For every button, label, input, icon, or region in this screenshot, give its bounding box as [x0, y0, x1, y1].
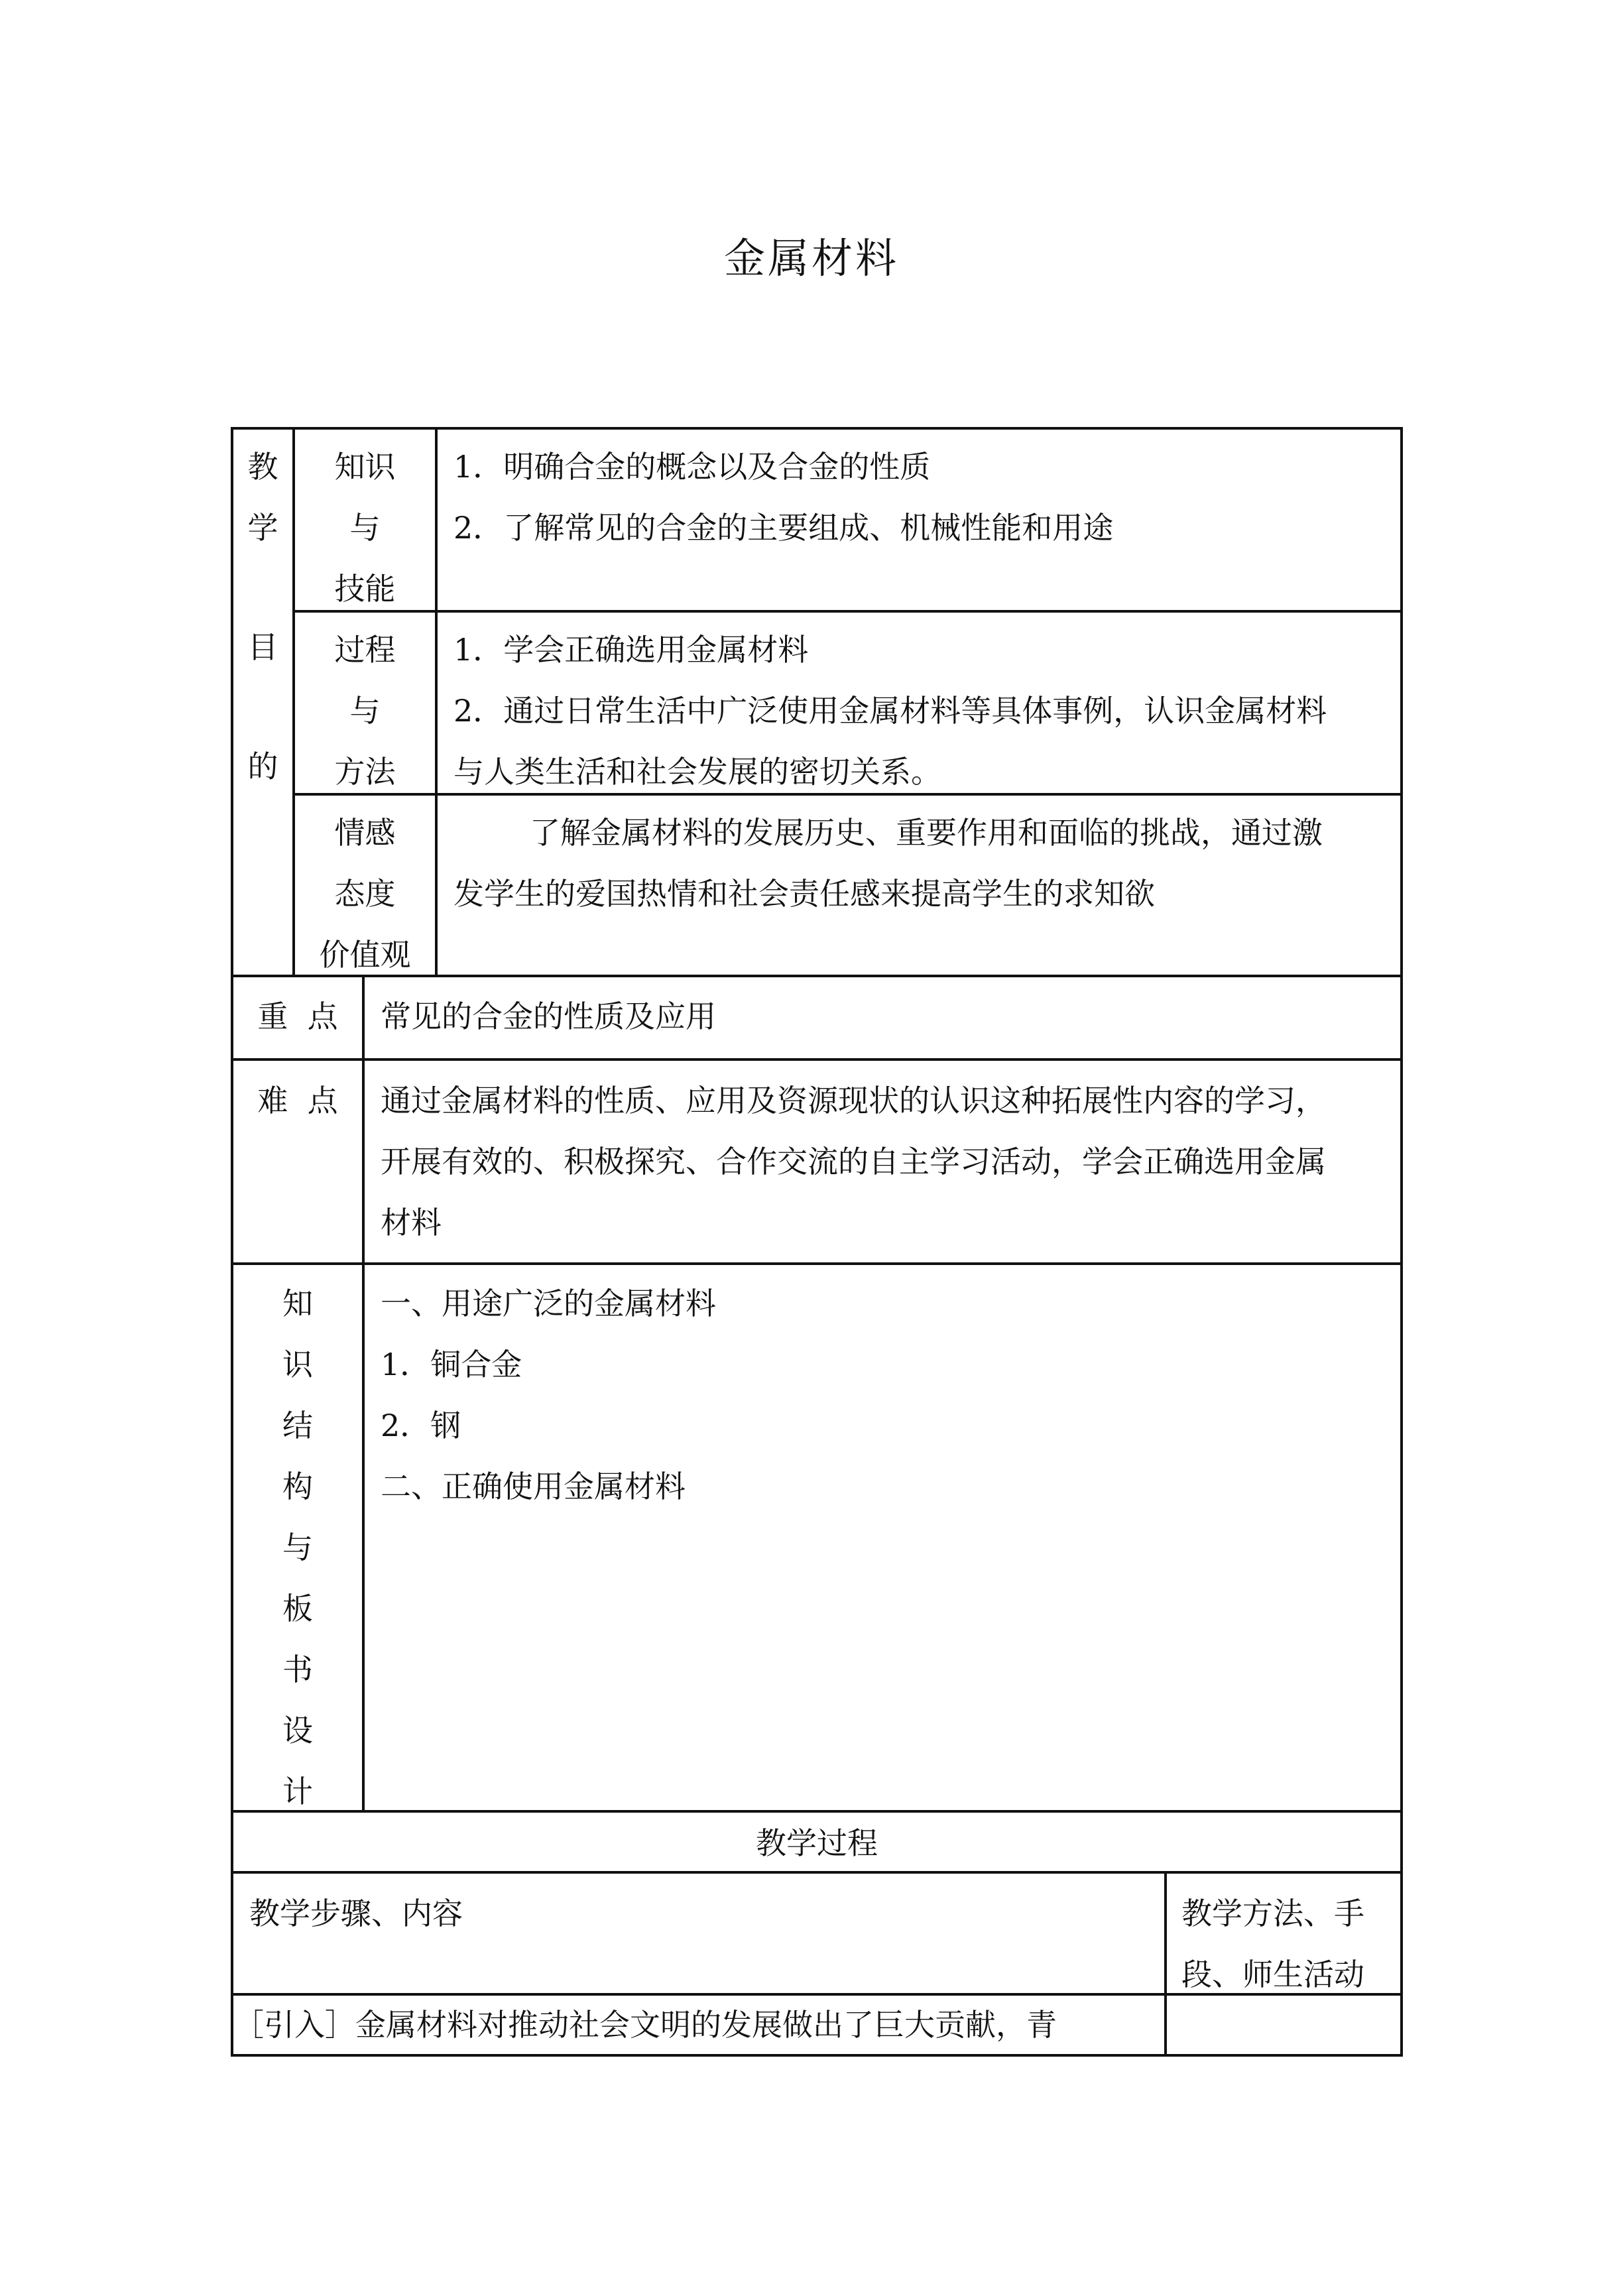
difficulty-line: 开展有效的、积极探究、合作交流的自主学习活动，学会正确选用金属 [381, 1144, 1326, 1179]
emotion-line: 发学生的爱国热情和社会责任感来提高学生的求知欲 [453, 876, 1155, 912]
methods-header-line: 段、师生活动 [1181, 1957, 1364, 1992]
board-label-char: 设 [282, 1713, 313, 1748]
emotion-label-line: 价值观 [319, 937, 411, 973]
row-divider [292, 610, 1403, 613]
knowledge-line: 1．明确合金的概念以及合金的性质 [453, 449, 931, 485]
process-label-line: 方法 [334, 754, 396, 790]
row-divider [231, 1262, 1403, 1265]
board-label-char: 书 [282, 1652, 313, 1687]
objectives-label-char: 学 [247, 510, 278, 546]
emotion-label-line: 情感 [334, 815, 396, 851]
table-border-top [231, 427, 1403, 430]
objectives-group-label [233, 436, 292, 797]
board-design-label [233, 1273, 362, 1822]
emotion-values-content [453, 802, 1395, 924]
process-label-line: 过程 [334, 632, 396, 668]
objectives-label-char: 教 [247, 449, 278, 485]
difficulty-content [381, 1070, 1395, 1253]
process-line: 2．通过日常生活中广泛使用金属材料等具体事例，认识金属材料 [453, 693, 1327, 729]
knowledge-label-line: 技能 [334, 571, 396, 607]
board-line: 1．铜合金 [381, 1347, 522, 1382]
table-border-right [1400, 427, 1403, 2057]
board-label-char: 结 [282, 1408, 313, 1443]
process-label-line: 与 [349, 693, 381, 729]
column-divider [362, 975, 365, 1813]
board-line: 二、正确使用金属材料 [381, 1469, 686, 1504]
emotion-values-label [295, 802, 435, 985]
knowledge-skills-label [295, 436, 435, 619]
board-label-char: 识 [282, 1347, 313, 1382]
document-title: 金属材料 [723, 234, 899, 282]
difficulty-line: 通过金属材料的性质、应用及资源现状的认识这种拓展性内容的学习， [381, 1083, 1326, 1118]
difficulty-label: 难 点 [257, 1083, 338, 1118]
process-methods-content [453, 619, 1395, 802]
knowledge-line: 2．了解常见的合金的主要组成、机械性能和用途 [453, 510, 1114, 546]
process-line: 1．学会正确选用金属材料 [453, 632, 809, 668]
emotion-label-line: 态度 [334, 876, 396, 912]
key-point-content: 常见的合金的性质及应用 [381, 998, 716, 1034]
row-divider [231, 1058, 1403, 1061]
intro-row-text: ［引入］金属材料对推动社会文明的发展做出了巨大贡献，青 [233, 2007, 1057, 2043]
steps-column-header: 教学步骤、内容 [249, 1896, 463, 1931]
process-methods-label [295, 619, 435, 802]
board-label-char: 构 [282, 1469, 313, 1504]
board-line: 2．钢 [381, 1408, 461, 1443]
knowledge-label-line: 知识 [334, 449, 396, 485]
objectives-label-char: 目 [247, 629, 278, 665]
key-point-label: 重 点 [257, 998, 338, 1034]
board-line: 一、用途广泛的金属材料 [381, 1286, 716, 1321]
difficulty-line: 材料 [381, 1205, 442, 1240]
knowledge-label-line: 与 [349, 510, 381, 546]
column-divider [1164, 1871, 1167, 2057]
column-divider [435, 427, 438, 977]
board-label-char: 与 [282, 1530, 313, 1565]
board-label-char: 计 [282, 1774, 313, 1809]
process-line: 与人类生活和社会发展的密切关系。 [453, 754, 941, 790]
emotion-line: 了解金属材料的发展历史、重要作用和面临的挑战，通过激 [530, 815, 1323, 851]
methods-header-line: 教学方法、手 [1181, 1896, 1364, 1931]
methods-column-header [1181, 1883, 1398, 2005]
board-label-char: 板 [282, 1591, 313, 1626]
teaching-process-header: 教学过程 [756, 1825, 878, 1861]
objectives-label-char: 的 [247, 749, 278, 784]
board-design-content [381, 1273, 1395, 1517]
board-label-char: 知 [282, 1286, 313, 1321]
knowledge-skills-content [453, 436, 1395, 558]
